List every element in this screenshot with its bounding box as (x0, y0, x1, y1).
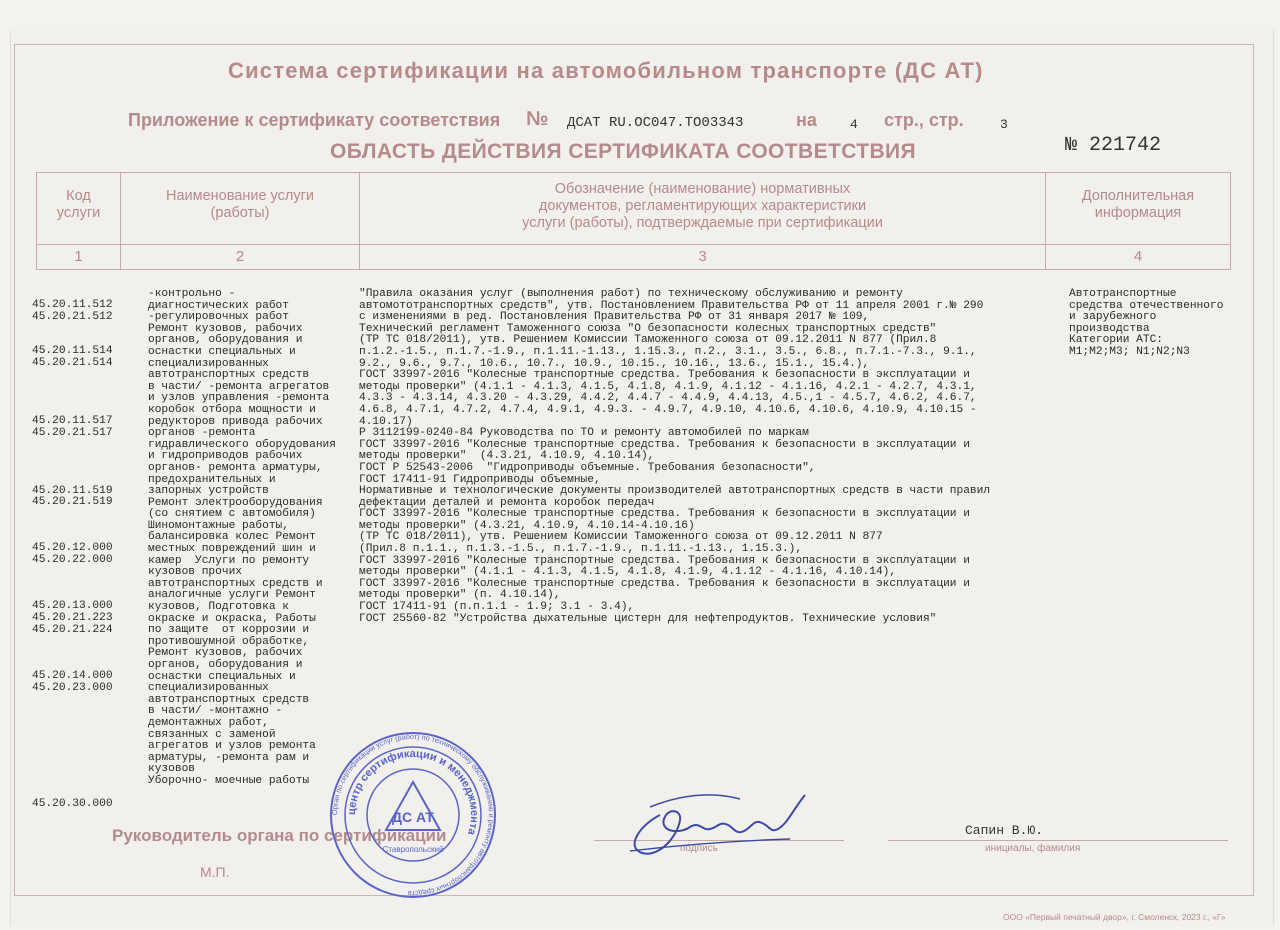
column-extra-title: Дополнительная информация (1081, 188, 1195, 221)
column-standards (360, 173, 1046, 269)
column-code-title: Код услуги (56, 188, 101, 221)
page-current: 3 (1000, 117, 1008, 132)
additional-info: Автотранспортные средства отечественного и зарубежного производства Категории АТС: M1;M2;M3; N1;N2;N3 (1069, 288, 1224, 358)
column-code-number: 1 (37, 244, 120, 269)
signature-caption: подпись (680, 843, 718, 854)
name-caption: инициалы, фамилия (985, 843, 1081, 854)
handwritten-signature (620, 785, 810, 860)
head-of-body-label: Руководитель органа по сертификации (112, 826, 447, 845)
on-label: на (796, 110, 817, 130)
seal-middle-text: центр сертификации и менеджмента (345, 747, 481, 837)
scope-title: ОБЛАСТЬ ДЕЙСТВИЯ СЕРТИФИКАТА СООТВЕТСТВИЯ (330, 140, 917, 163)
column-extra-number: 4 (1046, 244, 1230, 269)
normative-documents: "Правила оказания услуг (выполнения работ) по техническому обслуживанию и ремонту автомототранспортных средств", утв. Постановлением Правительства РФ от 11 апреля 2001 г.№ 290 с изменениями в ред. Постановления Правительства РФ от 31 января 2017 № 109, Технический регламент Таможенного союза "О безопасности колесных транспортных средств" (ТР ТС 018/2011), утв. Решением Комиссии Таможенного союза от 09.12.2011 N 877 (Прил.8 п.1.2.-1.5., п.1.7.-1.9., п.1.11.-1.13., 1.15.3., п.2., 3.1., 3.5., 6.8., п.7.1.-7.3., 9.1., 9.2., 9.6., 9.7., 10.6., 10.7., 10.9., 10.15., 10.16., 13.6., 15.1., 15.4.), ГОСТ 33997-2016 "Колесные транспортные средства. Требования к безопасности в эксплуатации и методы проверки" (4.1.1 - 4.1.3, 4.1.5, 4.1.8, 4.1.9, 4.1.12 - 4.1.16, 4.2.1 - 4.2.7, 4.3.1, 4.3.3 - 4.3.14, 4.3.20 - 4.3.29, 4.4.2, 4.4.7 - 4.4.9, 4.4.13, 4.5.,1 - 4.5.7, 4.6.2, 4.6.7, 4.6.8, 4.7.1, 4.7.2, 4.7.4, 4.9.1, 4.9.3. - 4.9.7, 4.9.10, 4.10.6, 4.10.6, 4.10.9, 4.10.15 - 4.10.17) Р 3112199-0240-84 Руководства по ТО и ремонту автомобилей по маркам ГОСТ 33997-2016 "Колесные транспортные средства. Требования к безопасности в эксплуатации и методы проверки" (4.3.21, 4.10.9, 4.10.14), ГОСТ Р 52543-2006 "Гидроприводы объемные. Требования безопасности", ГОСТ 17411-91 Гидроприводы объемные, Нормативные и технологические документы производителей автотранспортных средств в части правил дефектации деталей и ремонта коробок передач ГОСТ 33997-2016 "Колесные транспортные средства. Требования к безопасности в эксплуатации и методы проверки" (4.3.21, 4.10.9, 4.10.14-4.10.16) (ТР ТС 018/2011), утв. Решением Комиссии Таможенного союза от 09.12.2011 N 877 (Прил.8 п.1.1., п.1.3.-1.5., п.1.7.-1.9., п.1.11.-1.13., 1.15.3.), ГОСТ 33997-2016 "Колесные транспортные средства. Требования к безопасности в эксплуатации и методы проверки" (4.1.1 - 4.1.3, 4.1.5, 4.1.8, 4.1.9, 4.1.12 - 4.1.16, 4.10.14), ГОСТ 33997-2016 "Колесные транспортные средства. Требования к безопасности в эксплуатации и методы проверки" (п. 4.10.14), ГОСТ 17411-91 (п.п.1.1 - 1.9; 3.1 - 3.4), ГОСТ 25560-82 "Устройства дыхательные цистерн для нефтепродуктов. Технические условия" (359, 288, 991, 625)
organization-seal (328, 730, 498, 900)
number-sign: № (526, 108, 549, 130)
column-extra (1046, 173, 1230, 269)
system-title: Система сертификации на автомобильном транспорте (ДС АТ) (228, 58, 984, 83)
service-codes: 45.20.11.512 45.20.21.512 45.20.11.514 45.20.21.514 45.20.11.517 45.20.21.517 45.20.11.519 45.20.21.519 45.20.12.000 45.20.22.000 45.20.13.000 45.20.21.223 45.20.21.224 45.20.14.000 45.20.23.000 45.20.30.000 (32, 299, 113, 810)
pages-label: стр., стр. (884, 110, 964, 130)
certificate-number: ДСАТ RU.ОС047.ТО03343 (567, 115, 744, 131)
column-standards-title: Обозначение (наименование) нормативных документов, регламентирующих характеристики услуги (работы), подтверждаемые при сертификации (522, 181, 883, 231)
printer-note: ООО «Первый печатный двор», г. Смоленск, 2023 г., «Г» (1003, 912, 1226, 922)
signer-name: Сапин В.Ю. (965, 823, 1044, 838)
seal-center-text: ДС АТ (392, 809, 434, 825)
column-standards-number: 3 (360, 244, 1045, 269)
column-code (37, 173, 121, 269)
column-service-number: 2 (121, 244, 359, 269)
pages-total: 4 (850, 117, 858, 132)
seal-outer-text: Орган по сертификации услуг (работ) по техническому обслуживанию и ремонту автотранспортных средств (329, 731, 497, 899)
seal-place-label: М.П. (200, 864, 230, 880)
table-header (36, 172, 1231, 270)
service-names: -контрольно - диагностических работ -регулировочных работ Ремонт кузовов, рабочих органов, оборудования и оснастки специальных и специализированных автотранспортных средств в части/ -ремонта агрегатов и узлов управления -ремонта коробок отбора мощности и редукторов привода рабочих органов -ремонта гидравлического оборудования и гидроприводов рабочих органов- ремонта арматуры, предохранительных и запорных устройств Ремонт электрооборудования (со снятием с автомобиля) Шиномонтажные работы, балансировка колес Ремонт местных повреждений шин и камер Услуги по ремонту кузовов прочих автотранспортных средств и аналогичные услуги Ремонт кузовов, Подготовка к окраске и окраска, Работы по защите от коррозии и противошумной обработке, Ремонт кузовов, рабочих органов, оборудования и оснастки специальных и специализированных автотранспортных средств в части/ -монтажно - демонтажных работ, связанных с заменой агрегатов и узлов ремонта арматуры, -ремонта рам и кузовов Уборочно- моечные работы (148, 288, 336, 787)
column-service-title: Наименование услуги (работы) (166, 188, 314, 221)
seal-inner-text: Ставропольский (382, 845, 444, 854)
name-line (888, 840, 1228, 841)
serial-number: № 221742 (1065, 134, 1162, 157)
appendix-label: Приложение к сертификату соответствия (128, 110, 501, 130)
column-service (121, 173, 360, 269)
